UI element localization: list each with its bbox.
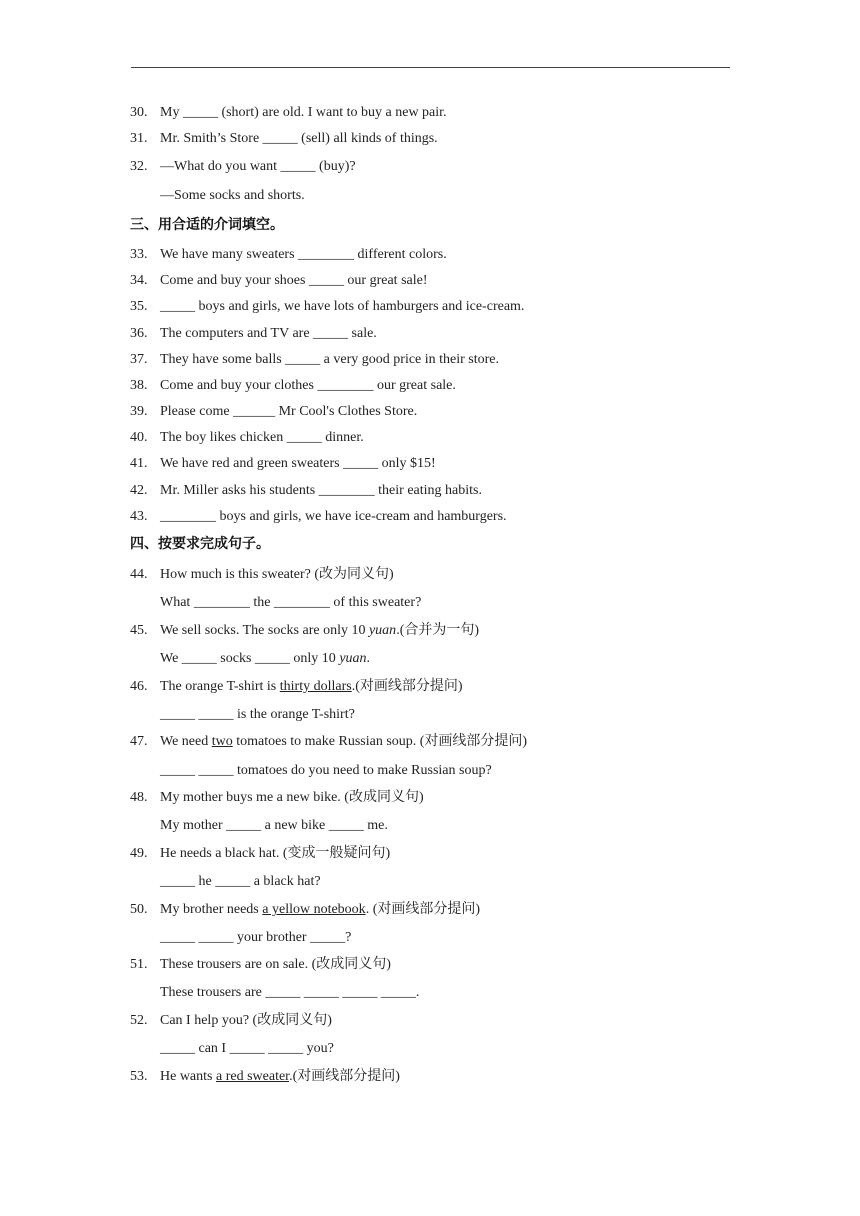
text-segment: The orange T-shirt is [160, 679, 280, 694]
section-3-heading: 三、用合适的介词填空。 [130, 217, 284, 233]
question-number: 35. [130, 299, 148, 314]
question-text [160, 622, 479, 640]
text-segment: .(合并为一句) [396, 623, 480, 638]
underlined-phrase: a red sweater [216, 1069, 290, 1084]
question-text: My mother buys me a new bike. (改成同义句) [160, 790, 424, 805]
underlined-phrase: two [211, 734, 233, 749]
question-text: Come and buy your shoes _____ our great sale! [160, 273, 428, 288]
italic-word: yuan [368, 623, 397, 638]
question-text: He needs a black hat. (变成一般疑问句) [160, 846, 391, 861]
question-number: 38. [130, 378, 148, 393]
answer-line: _____ can I _____ _____ you? [160, 1041, 334, 1056]
question-number: 52. [130, 1013, 148, 1028]
question-number: 41. [130, 456, 148, 471]
question-number: 53. [130, 1069, 148, 1084]
question-number: 44. [130, 567, 148, 582]
underlined-phrase: thirty dollars [279, 679, 352, 694]
question-number: 42. [130, 483, 148, 498]
italic-word: yuan [339, 651, 367, 666]
question-text [160, 733, 527, 751]
question-text: ________ boys and girls, we have ice-cream and hamburgers. [160, 509, 507, 524]
question-number: 50. [130, 902, 148, 917]
question-number: 51. [130, 957, 148, 972]
question-number: 34. [130, 273, 148, 288]
answer-line: _____ he _____ a black hat? [160, 874, 321, 889]
question-number: 37. [130, 352, 148, 367]
question-number: 47. [130, 734, 148, 749]
question-text: Please come ______ Mr Cool's Clothes Store. [160, 404, 418, 419]
answer-line: _____ _____ is the orange T-shirt? [160, 707, 355, 722]
text-segment: .(对画线部分提问) [289, 1069, 400, 1084]
question-text: We have many sweaters ________ different colors. [160, 247, 447, 262]
text-segment: My brother needs [160, 902, 263, 917]
question-text: These trousers are on sale. (改成同义句) [160, 957, 391, 972]
text-segment: We sell socks. The socks are only 10 [160, 623, 369, 638]
answer-line: My mother _____ a new bike _____ me. [160, 818, 388, 833]
question-text: The boy likes chicken _____ dinner. [160, 430, 364, 445]
question-text: Come and buy your clothes ________ our great sale. [160, 378, 456, 393]
text-segment: He wants [160, 1069, 216, 1084]
text-segment: .(对画线部分提问) [351, 679, 463, 694]
text-segment: . (对画线部分提问) [365, 902, 481, 917]
question-text [160, 1068, 400, 1086]
question-number: 48. [130, 790, 148, 805]
answer-line: _____ _____ your brother _____? [160, 930, 352, 945]
question-number: 33. [130, 247, 148, 262]
question-number: 39. [130, 404, 148, 419]
header-rule [131, 67, 730, 68]
question-text: Can I help you? (改成同义句) [160, 1013, 332, 1028]
question-text: We have red and green sweaters _____ only $15! [160, 456, 436, 471]
answer-line [160, 650, 370, 668]
question-text [160, 901, 480, 919]
question-number: 40. [130, 430, 148, 445]
question-number: 46. [130, 679, 148, 694]
question-text: Mr. Smith’s Store _____ (sell) all kinds of things. [160, 131, 438, 146]
question-text: They have some balls _____ a very good price in their store. [160, 352, 500, 367]
question-number: 32. [130, 159, 148, 174]
question-number: 49. [130, 846, 148, 861]
question-number: 45. [130, 623, 148, 638]
section-4-heading: 四、按要求完成句子。 [130, 536, 270, 552]
question-text: How much is this sweater? (改为同义句) [160, 567, 394, 582]
text-segment: . [366, 651, 371, 666]
answer-line: —Some socks and shorts. [160, 188, 305, 203]
question-text: _____ boys and girls, we have lots of hamburgers and ice-cream. [160, 299, 525, 314]
text-segment: We need [160, 734, 212, 749]
question-text: My _____ (short) are old. I want to buy a new pair. [160, 105, 447, 120]
answer-line: These trousers are _____ _____ _____ _____. [160, 985, 420, 1000]
question-text: The computers and TV are _____ sale. [160, 326, 377, 341]
text-segment: We _____ socks _____ only 10 [160, 651, 340, 666]
question-number: 30. [130, 105, 148, 120]
question-number: 31. [130, 131, 148, 146]
text-segment: tomatoes to make Russian soup. (对画线部分提问) [232, 734, 528, 749]
question-text: —What do you want _____ (buy)? [160, 159, 356, 174]
question-number: 43. [130, 509, 148, 524]
question-text [160, 678, 463, 696]
question-number: 36. [130, 326, 148, 341]
question-text: Mr. Miller asks his students ________ their eating habits. [160, 483, 482, 498]
answer-line: _____ _____ tomatoes do you need to make Russian soup? [160, 763, 492, 778]
underlined-phrase: a yellow notebook [262, 902, 366, 917]
answer-line: What ________ the ________ of this sweater? [160, 595, 422, 610]
